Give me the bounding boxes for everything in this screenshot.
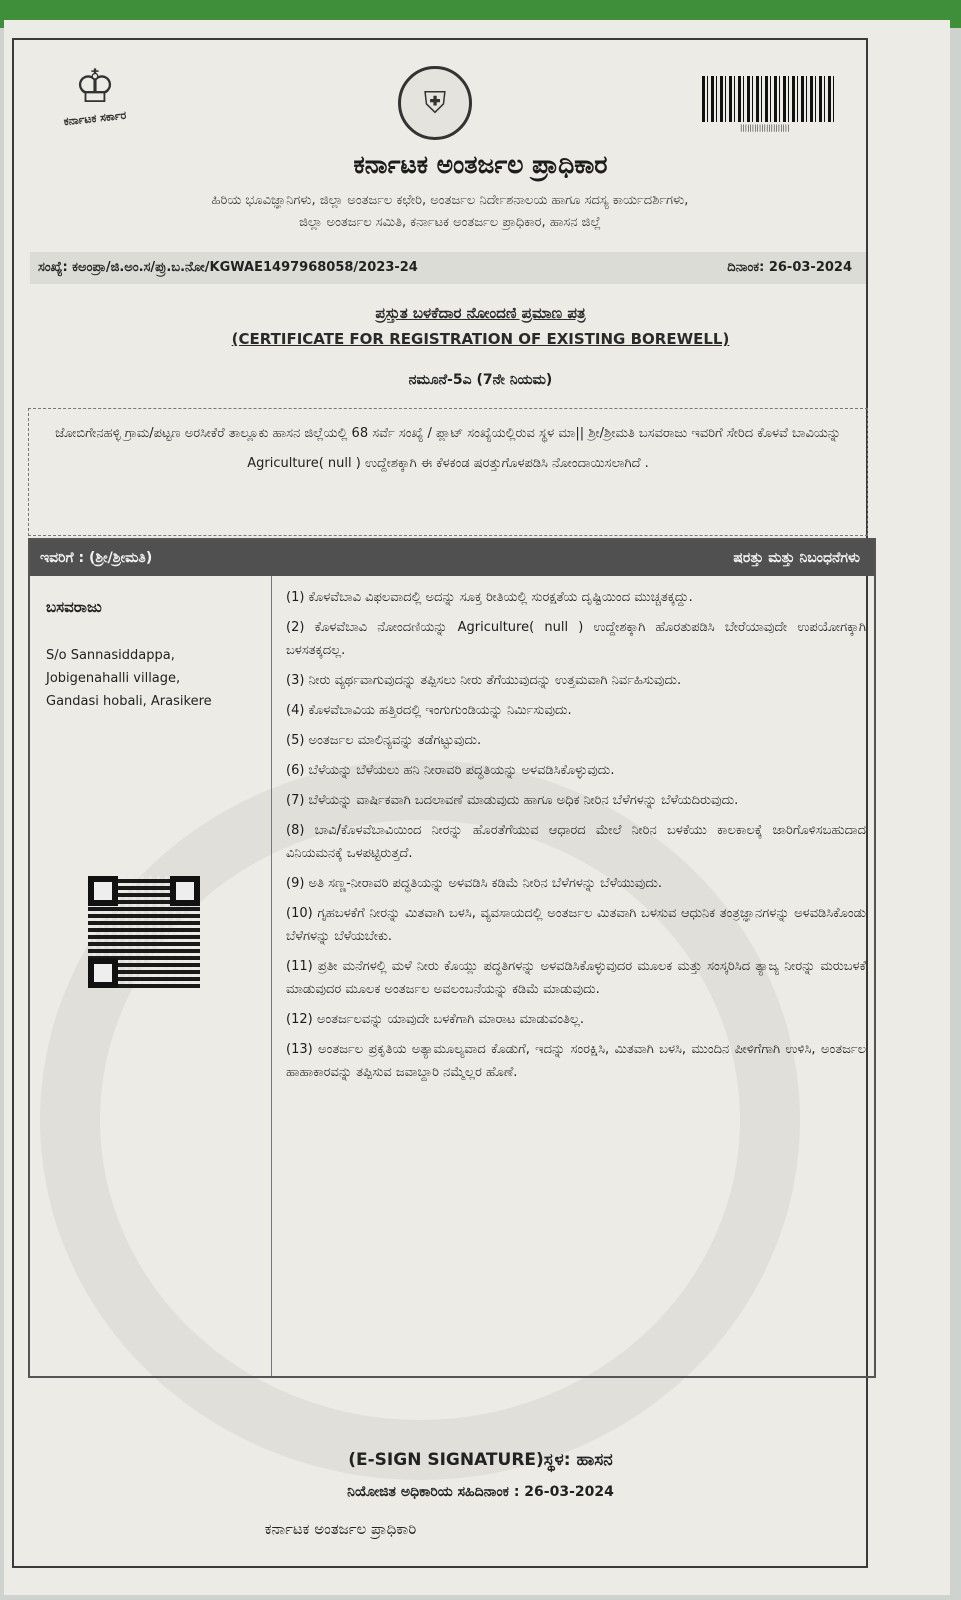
condition-item: (8) ಬಾವಿ/ಕೊಳವೆಬಾವಿಯಿಂದ ನೀರನ್ನು ಹೊರತೆಗೆಯುವ ಆಧಾರದ ಮೇಲೆ ನೀರಿನ ಬಳಕೆಯು ಕಾಲಕಾಲಕ್ಕೆ ಜಾರಿಗೊಳಿಸಬಹುದಾದ ವಿನಿಯಮನಕ್ಕೆ ಒಳಪಟ್ಟಿರುತ್ತದೆ. xyxy=(286,823,866,861)
holder-name: ಬಸವರಾಜು xyxy=(46,598,102,616)
certificate-title-kannada: ಪ್ರಸ್ತುತ ಬಳಕೆದಾರ ನೋಂದಣಿ ಪ್ರಮಾಣ ಪತ್ರ xyxy=(375,304,586,322)
holder-address xyxy=(46,644,255,713)
karnataka-emblem xyxy=(40,60,150,155)
reference-bar xyxy=(30,252,866,284)
condition-item: (3) ನೀರು ವ್ಯರ್ಥವಾಗುವುದನ್ನು ತಪ್ಪಿಸಲು ನೀರು ತೆಗೆಯುವುದನ್ನು ಉತ್ತಮವಾಗಿ ನಿರ್ವಹಿಸುವುದು. xyxy=(286,673,682,688)
condition-item: (9) ಅತಿ ಸಣ್ಣ-ನೀರಾವರಿ ಪದ್ಧತಿಯನ್ನು ಅಳವಡಿಸಿ ಕಡಿಮೆ ನೀರಿನ ಬೆಳೆಗಳನ್ನು ಬೆಳೆಯುವುದು. xyxy=(286,876,663,891)
page-title: ಕರ್ನಾಟಕ ಅಂತರ್ಜಲ ಪ್ರಾಧಿಕಾರ xyxy=(353,150,608,179)
address-line-1: S/o Sannasiddappa, xyxy=(46,648,175,663)
subtitle-line-1: ಹಿರಿಯ ಭೂವಿಜ್ಞಾನಿಗಳು, ಜಿಲ್ಲಾ ಅಂತರ್ಜಲ ಕಛೇರಿ, ಅಂತರ್ಜಲ ನಿರ್ದೇಶನಾಲಯ ಹಾಗೂ ಸದಸ್ಯ ಕಾರ್ಯದರ್ಶಿಗಳು, xyxy=(211,193,689,208)
barcode xyxy=(702,76,834,122)
condition-item: (12) ಅಂತರ್ಜಲವನ್ನು ಯಾವುದೇ ಬಳಕೆಗಾಗಿ ಮಾರಾಟ ಮಾಡುವಂತಿಲ್ಲ. xyxy=(286,1012,585,1027)
condition-item: (6) ಬೆಳೆಯನ್ನು ಬೆಳೆಯಲು ಹನಿ ನೀರಾವರಿ ಪದ್ಧತಿಯನ್ನು ಅಳವಡಿಸಿಕೊಳ್ಳುವುದು. xyxy=(286,763,615,778)
condition-item: (7) ಬೆಳೆಯನ್ನು ವಾರ್ಷಿಕವಾಗಿ ಬದಲಾವಣೆ ಮಾಡುವುದು ಹಾಗೂ ಅಧಿಕ ನೀರಿನ ಬೆಳೆಗಳನ್ನು ಬೆಳೆಯದಿರುವುದು. xyxy=(286,793,739,808)
qr-finder xyxy=(170,876,200,906)
table-header xyxy=(30,540,874,576)
esign-signature: (E-SIGN SIGNATURE)ಸ್ಥಳ: ಹಾಸನ xyxy=(348,1450,613,1470)
qr-finder xyxy=(88,876,118,906)
certificate-title-english: (CERTIFICATE FOR REGISTRATION OF EXISTING BOREWELL) xyxy=(231,330,730,348)
subtitle-line-2: ಜಿಲ್ಲಾ ಅಂತರ್ಜಲ ಸಮಿತಿ, ಕರ್ನಾಟಕ ಅಂತರ್ಜಲ ಪ್ರಾಧಿಕಾರ, ಹಾಸನ ಜಿಲ್ಲೆ xyxy=(299,215,601,230)
table-header-conditions: ಷರತ್ತು ಮತ್ತು ನಿಬಂಧನೆಗಳು xyxy=(733,550,860,566)
table-header-holder: ಇವರಿಗೆ : (ಶ್ರೀ/ಶ್ರೀಮತಿ) xyxy=(40,550,153,566)
holder-column xyxy=(30,576,272,1376)
barcode-number: ||||||||||||||||||||| xyxy=(740,124,790,132)
address-line-3: Gandasi hobali, Arasikere xyxy=(46,694,212,709)
condition-item: (13) ಅಂತರ್ಜಲ ಪ್ರಕೃತಿಯ ಅತ್ಯಾಮೂಲ್ಯವಾದ ಕೊಡುಗೆ, ಇದನ್ನು ಸಂರಕ್ಷಿಸಿ, ಮಿತವಾಗಿ ಬಳಸಿ, ಮುಂದಿನ ಪೀಳಿಗೆಗಾಗಿ ಉಳಿಸಿ, ಅಂತರ್ಜಲ ಹಾಹಾಕಾರವನ್ನು ತಪ್ಪಿಸುವ ಜವಾಬ್ದಾರಿ ನಮ್ಮೆಲ್ಲರ ಹೊಣೆ. xyxy=(286,1042,866,1080)
condition-item: (4) ಕೊಳವೆಬಾವಿಯ ಹತ್ತಿರದಲ್ಲಿ ಇಂಗುಗುಂಡಿಯನ್ನು ನಿರ್ಮಿಸುವುದು. xyxy=(286,703,572,718)
condition-item: (10) ಗೃಹಬಳಕೆಗೆ ನೀರನ್ನು ಮಿತವಾಗಿ ಬಳಸಿ, ವ್ಯವಸಾಯದಲ್ಲಿ ಅಂತರ್ಜಲ ಮಿತವಾಗಿ ಬಳಸುವ ಆಧುನಿಕ ತಂತ್ರಜ್ಞಾನಗಳನ್ನು ಅಳವಡಿಸಿಕೊಂಡು ಬೆಳೆಗಳನ್ನು ಬೆಳೆಯಬೇಕು. xyxy=(286,906,866,944)
conditions-table xyxy=(28,538,876,1378)
intro-paragraph: ಜೋಬಿಗೇನಹಳ್ಳಿ ಗ್ರಾಮ/ಪಟ್ಟಣ ಅರಸೀಕೆರೆ ತಾಲ್ಲೂಕು ಹಾಸನ ಜಿಲ್ಲೆಯಲ್ಲಿ 68 ಸರ್ವೆ ಸಂಖ್ಯೆ / ಪ್ಲಾಟ್ ಸಂಖ್ಯೆಯಲ್ಲಿರುವ ಸ್ಥಳ ಮಾ|| ಶ್ರೀ/ಶ್ರೀಮತಿ ಬಸವರಾಜು ಇವರಿಗೆ ಸೇರಿದ ಕೊಳವೆ ಬಾವಿಯನ್ನು Agriculture( null ) ಉದ್ದೇಶಕ್ಕಾಗಿ ಈ ಕೆಳಕಂಡ ಷರತ್ತುಗೊಳಪಡಿಸಿ ನೋಂದಾಯಿಸಲಾಗಿದೆ . xyxy=(28,408,868,536)
condition-item: (2) ಕೊಳವೆಬಾವಿ ನೋಂದಣಿಯನ್ನು Agriculture( null ) ಉದ್ದೇಶಕ್ಕಾಗಿ ಹೊರತುಪಡಿಸಿ ಬೇರೆಯಾವುದೇ ಉಪಯೋಗಕ್ಕಾಗಿ ಬಳಸತಕ್ಕದಲ್ಲ. xyxy=(286,620,866,658)
condition-item: (11) ಪ್ರತೀ ಮನೆಗಳಲ್ಲಿ ಮಳೆ ನೀರು ಕೊಯ್ಲು ಪದ್ಧತಿಗಳನ್ನು ಅಳವಡಿಸಿಕೊಳ್ಳುವುದರ ಮೂಲಕ ಮತ್ತು ಸಂಸ್ಕರಿಸಿದ ತ್ಯಾಜ್ಯ ನೀರನ್ನು ಮರುಬಳಕೆ ಮಾಡುವುದರ ಮೂಲಕ ಅಂತರ್ಜಲ ಅವಲಂಬನೆಯನ್ನು ಕಡಿಮೆ ಮಾಡುವುದು. xyxy=(286,959,866,997)
signing-authority: ಕರ್ನಾಟಕ ಅಂತರ್ಜಲ ಪ್ರಾಧಿಕಾರಿ xyxy=(264,1520,417,1538)
form-number: ನಮೂನೆ-5ಎ (7ನೇ ನಿಯಮ) xyxy=(408,372,553,388)
conditions-list xyxy=(286,586,866,1091)
reference-number: ಸಂಖ್ಯೆ: ಕಅಂಪ್ರಾ/ಜಿ.ಅಂ.ಸ/ಪ್ರು.ಬ.ನೋ/KGWAE1497968058/2023-24 xyxy=(38,260,418,275)
authority-logo-icon: ⛨ xyxy=(398,66,472,140)
office-subtitle xyxy=(50,190,850,234)
address-line-2: Jobigenahalli village, xyxy=(46,671,181,686)
emblem-label: ಕರ್ನಾಟಕ ಸರ್ಕಾರ xyxy=(63,108,127,129)
officer-sign-date: ನಿಯೋಜಿತ ಅಧಿಕಾರಿಯ ಸಹಿದಿನಾಂಕ : 26-03-2024 xyxy=(347,1484,614,1500)
emblem-icon: ♔ xyxy=(74,59,116,113)
qr-finder xyxy=(88,958,118,988)
qr-code xyxy=(88,876,200,988)
reference-date: ದಿನಾಂಕ: 26-03-2024 xyxy=(727,260,852,275)
condition-item: (1) ಕೊಳವೆಬಾವಿ ವಿಫಲವಾದಲ್ಲಿ ಅದನ್ನು ಸೂಕ್ತ ರೀತಿಯಲ್ಲಿ ಸುರಕ್ಷತೆಯ ದೃಷ್ಟಿಯಿಂದ ಮುಚ್ಚತಕ್ಕದ್ದು. xyxy=(286,590,693,605)
condition-item: (5) ಅಂತರ್ಜಲ ಮಾಲಿನ್ಯವನ್ನು ತಡೆಗಟ್ಟುವುದು. xyxy=(286,733,482,748)
